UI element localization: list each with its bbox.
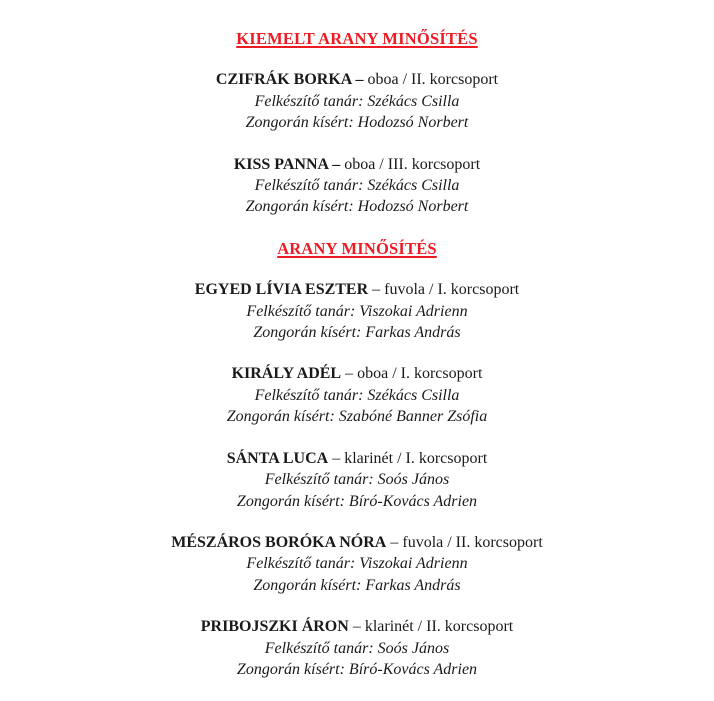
entry-title-line bbox=[0, 69, 714, 90]
accompanist-line: Zongorán kísért: Hodozsó Norbert bbox=[245, 114, 469, 132]
section-heading: ARANY MINŐSÍTÉS bbox=[277, 238, 437, 258]
entry bbox=[0, 154, 714, 218]
student-name: SÁNTA LUCA bbox=[226, 449, 329, 467]
student-name: KISS PANNA – bbox=[233, 155, 341, 173]
teacher-line: Felkészítő tanár: Soós János bbox=[264, 471, 450, 489]
instrument-category: – oboa / I. korcsoport bbox=[345, 365, 483, 383]
teacher-line: Felkészítő tanár: Soós János bbox=[264, 639, 450, 657]
student-name: MÉSZÁROS BORÓKA NÓRA bbox=[171, 533, 387, 551]
accompanist-line: Zongorán kísért: Bíró-Kovács Adrien bbox=[236, 492, 478, 510]
entry bbox=[0, 448, 714, 512]
accompanist-line: Zongorán kísért: Hodozsó Norbert bbox=[245, 198, 469, 216]
student-name: KIRÁLY ADÉL bbox=[231, 365, 342, 383]
section-arany-minosites bbox=[0, 238, 714, 681]
section-kiemelt-arany-minosites bbox=[0, 28, 714, 218]
instrument-category: – fuvola / I. korcsoport bbox=[372, 281, 520, 299]
accompanist-line: Zongorán kísért: Bíró-Kovács Adrien bbox=[236, 660, 478, 678]
entry bbox=[0, 69, 714, 133]
entry bbox=[0, 532, 714, 596]
student-name: PRIBOJSZKI ÁRON bbox=[200, 618, 349, 636]
entry-title-line bbox=[0, 532, 714, 553]
entry-title-line bbox=[0, 154, 714, 175]
entry bbox=[0, 616, 714, 680]
teacher-line: Felkészítő tanár: Viszokai Adrienn bbox=[246, 555, 468, 573]
accompanist-line: Zongorán kísért: Szabóné Banner Zsófia bbox=[226, 408, 488, 426]
accompanist-line: Zongorán kísért: Farkas András bbox=[253, 324, 461, 342]
entry-title-line bbox=[0, 616, 714, 637]
instrument-category: oboa / II. korcsoport bbox=[367, 71, 499, 89]
section-heading: KIEMELT ARANY MINŐSÍTÉS bbox=[236, 29, 478, 48]
student-name: CZIFRÁK BORKA – bbox=[215, 71, 364, 89]
entry bbox=[0, 279, 714, 343]
instrument-category: oboa / III. korcsoport bbox=[344, 155, 481, 173]
entry-title-line bbox=[0, 363, 714, 384]
accompanist-line: Zongorán kísért: Farkas András bbox=[253, 576, 461, 594]
entry bbox=[0, 363, 714, 427]
teacher-line: Felkészítő tanár: Székács Csilla bbox=[254, 386, 460, 404]
entry-title-line bbox=[0, 448, 714, 469]
teacher-line: Felkészítő tanár: Viszokai Adrienn bbox=[246, 302, 468, 320]
instrument-category: – klarinét / I. korcsoport bbox=[332, 449, 488, 467]
teacher-line: Felkészítő tanár: Székács Csilla bbox=[254, 92, 460, 110]
instrument-category: – klarinét / II. korcsoport bbox=[352, 618, 514, 636]
teacher-line: Felkészítő tanár: Székács Csilla bbox=[254, 177, 460, 195]
entry-title-line bbox=[0, 279, 714, 300]
instrument-category: – fuvola / II. korcsoport bbox=[390, 533, 543, 551]
student-name: EGYED LÍVIA ESZTER bbox=[194, 281, 369, 299]
